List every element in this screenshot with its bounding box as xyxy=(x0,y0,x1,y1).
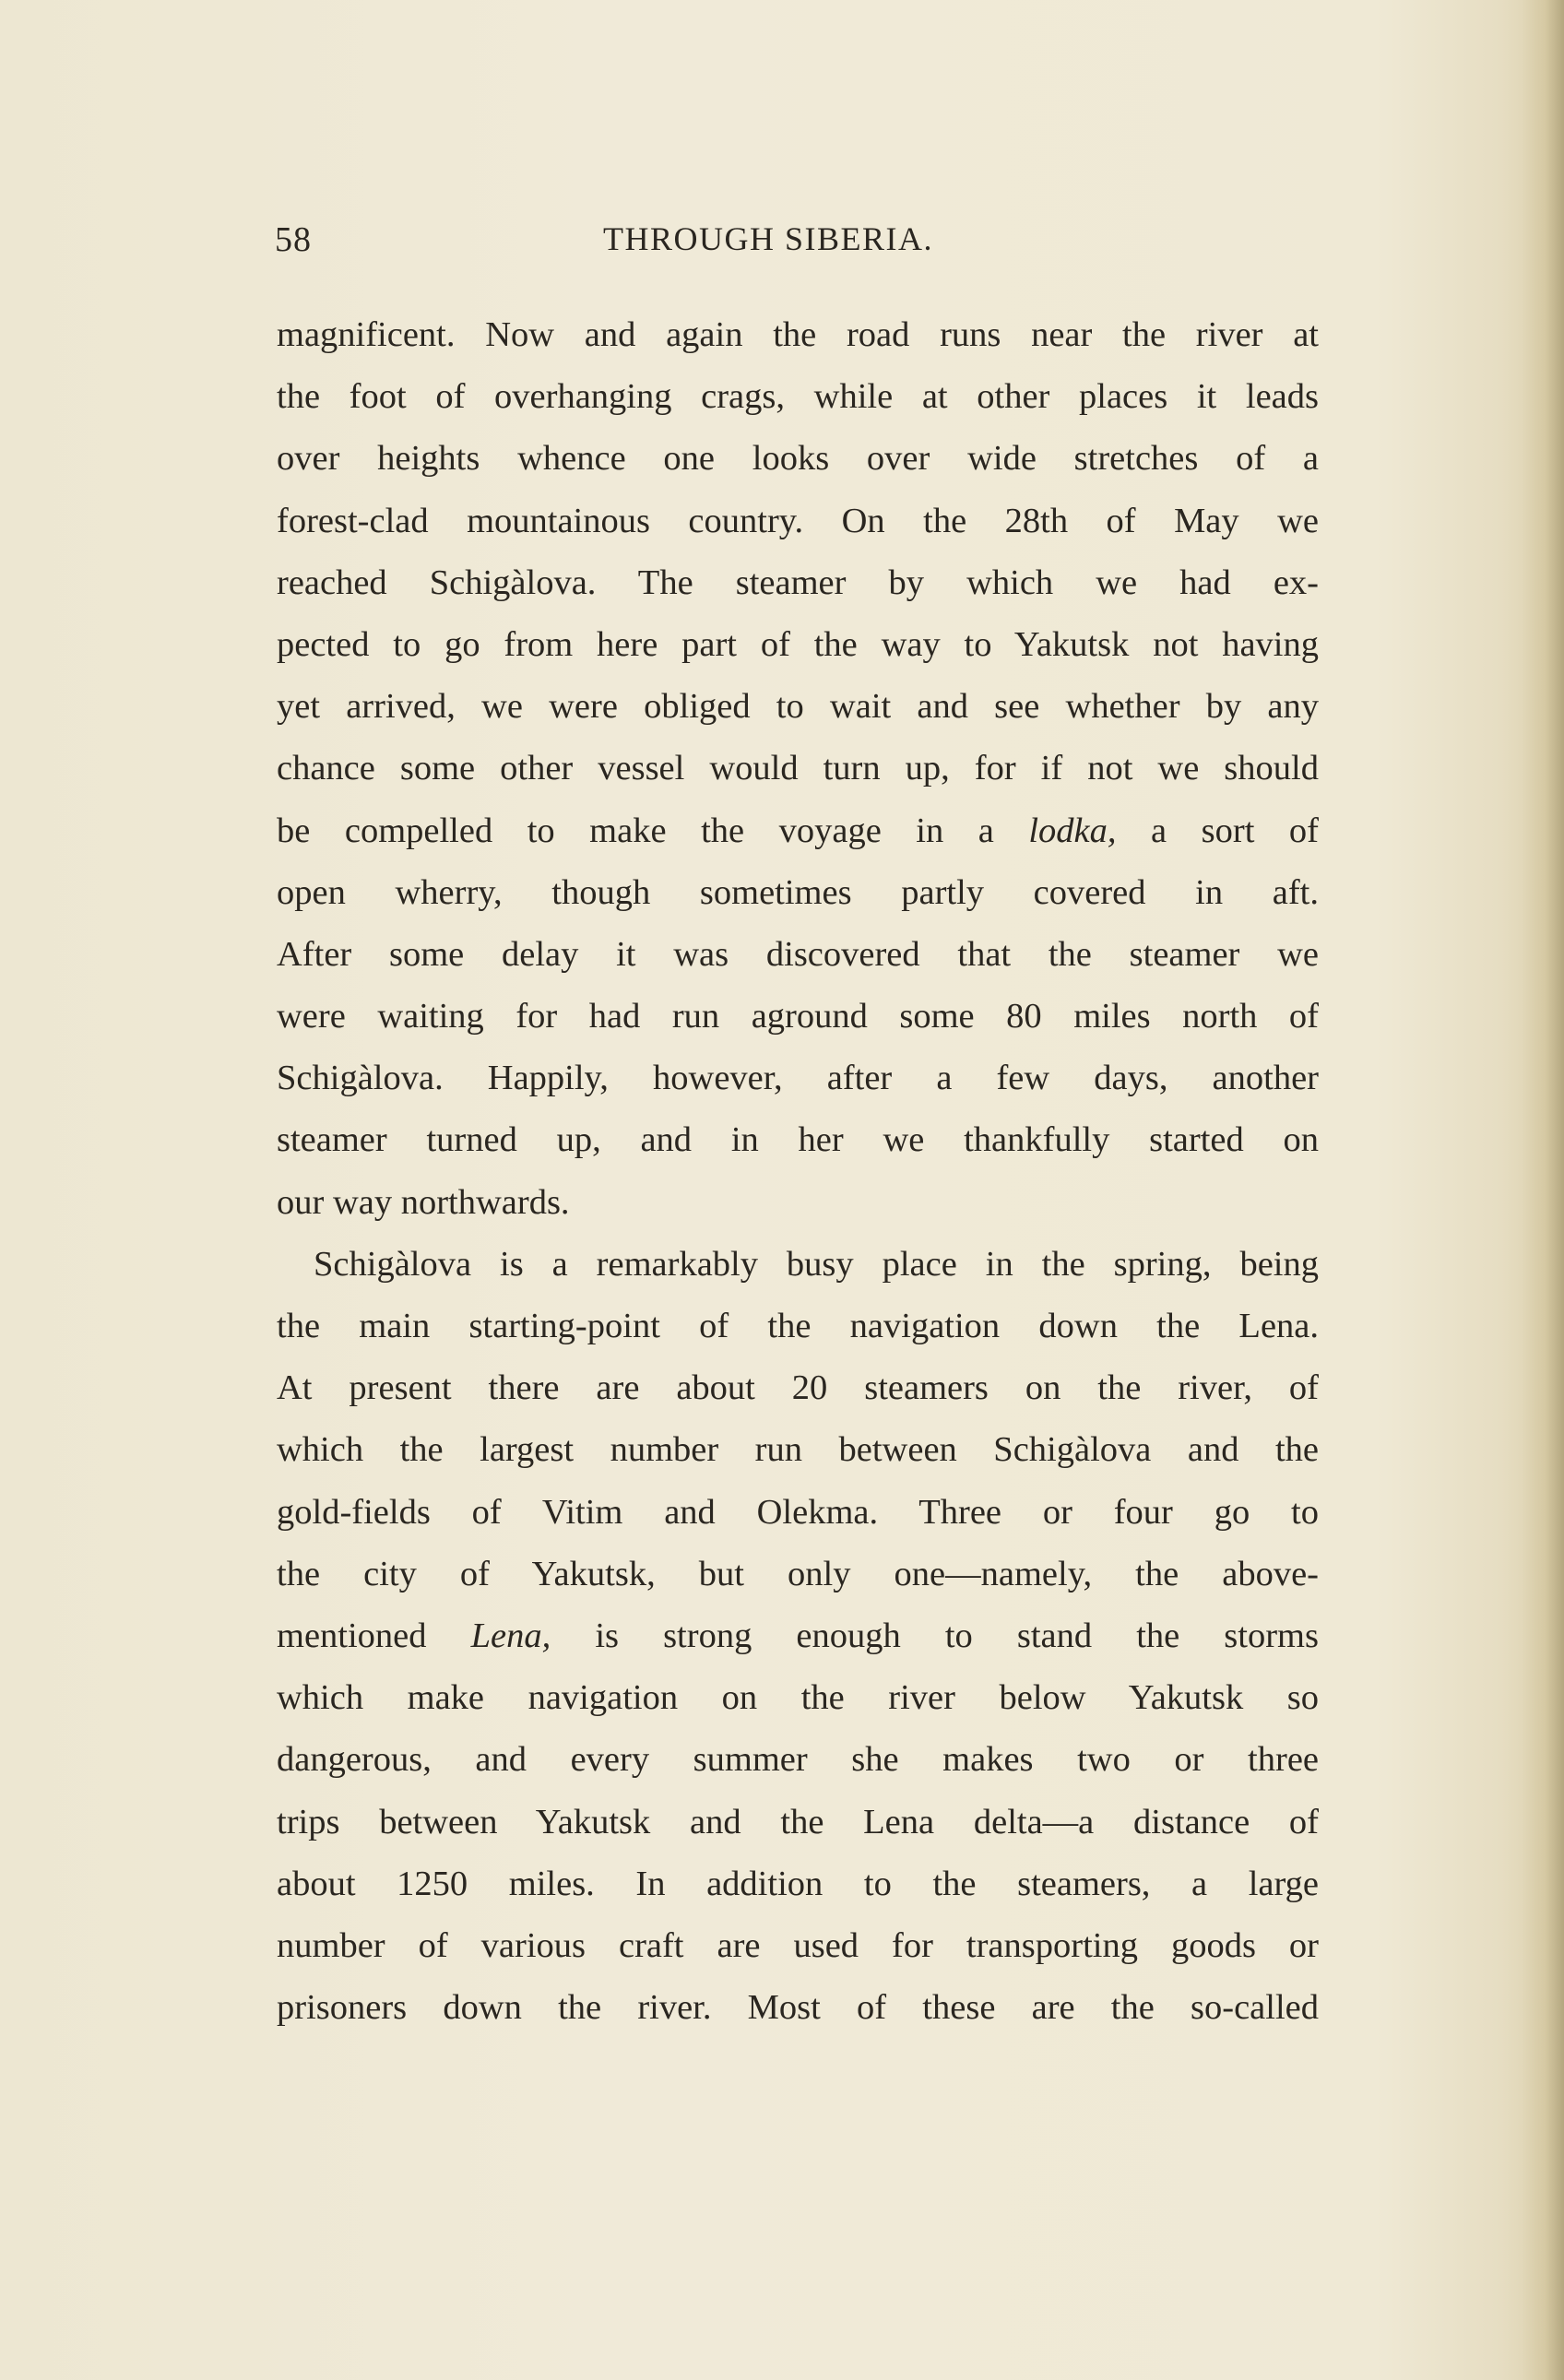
text-line: over heights whence one looks over wide stretches of a xyxy=(277,439,1319,479)
text-line: magnificent. Now and again the road runs near the river at xyxy=(277,315,1319,354)
text-line: steamer turned up, and in her we thankfully started on xyxy=(277,1120,1319,1160)
text-line: the main starting-point of the navigation down the Lena. xyxy=(277,1307,1319,1345)
text-line: Schigàlova. Happily, however, after a few days, another xyxy=(277,1059,1319,1098)
text-line: trips between Yakutsk and the Lena delta—a distance of xyxy=(277,1802,1319,1841)
text-line-paragraph-end: our way northwards. xyxy=(277,1182,570,1222)
text-line: prisoners down the river. Most of these are the so-called xyxy=(277,1988,1319,2028)
italic-term: Lena, xyxy=(470,1616,551,1655)
text-line: the foot of overhanging crags, while at other places it leads xyxy=(277,377,1319,417)
page-edge-shadow xyxy=(1522,0,1564,2380)
italic-term: lodka, xyxy=(1028,811,1117,850)
text-line: chance some other vessel would turn up, for if not we should xyxy=(277,749,1319,788)
body-text xyxy=(277,304,1319,2039)
text-line: open wherry, though sometimes partly covered in aft. xyxy=(277,872,1319,912)
text-line: be compelled to make the voyage in a lodka, a sort of xyxy=(277,811,1319,850)
text-line: number of various craft are used for transporting goods or xyxy=(277,1925,1319,1965)
text-line: the city of Yakutsk, but only one—namely, the above- xyxy=(277,1554,1319,1593)
text-line: which make navigation on the river below Yakutsk so xyxy=(277,1678,1319,1718)
text-line: forest-clad mountainous country. On the 28th of May we xyxy=(277,501,1319,540)
text-line-paragraph-start: Schigàlova is a remarkably busy place in the spring, being xyxy=(314,1244,1319,1284)
page-number: 58 xyxy=(275,220,312,259)
text-line: about 1250 miles. In addition to the steamers, a large xyxy=(277,1864,1319,1903)
text-line: pected to go from here part of the way to Yakutsk not having xyxy=(277,624,1319,664)
text-line: mentioned Lena, is strong enough to stand the storms xyxy=(277,1616,1319,1655)
text-line: yet arrived, we were obliged to wait and see whether by any xyxy=(277,687,1319,727)
text-line: After some delay it was discovered that the steamer we xyxy=(277,934,1319,974)
text-line: dangerous, and every summer she makes two or three xyxy=(277,1740,1319,1780)
text-line: were waiting for had run aground some 80 miles north of xyxy=(277,997,1319,1036)
running-head xyxy=(275,219,1317,275)
text-line: which the largest number run between Schigàlova and the xyxy=(277,1430,1319,1470)
text-line: At present there are about 20 steamers on the river, of xyxy=(277,1368,1319,1408)
text-line: gold-fields of Vitim and Olekma. Three or four go to xyxy=(277,1492,1319,1532)
running-title: THROUGH SIBERIA. xyxy=(603,220,934,257)
text-line: reached Schigàlova. The steamer by which we had ex- xyxy=(277,562,1319,602)
